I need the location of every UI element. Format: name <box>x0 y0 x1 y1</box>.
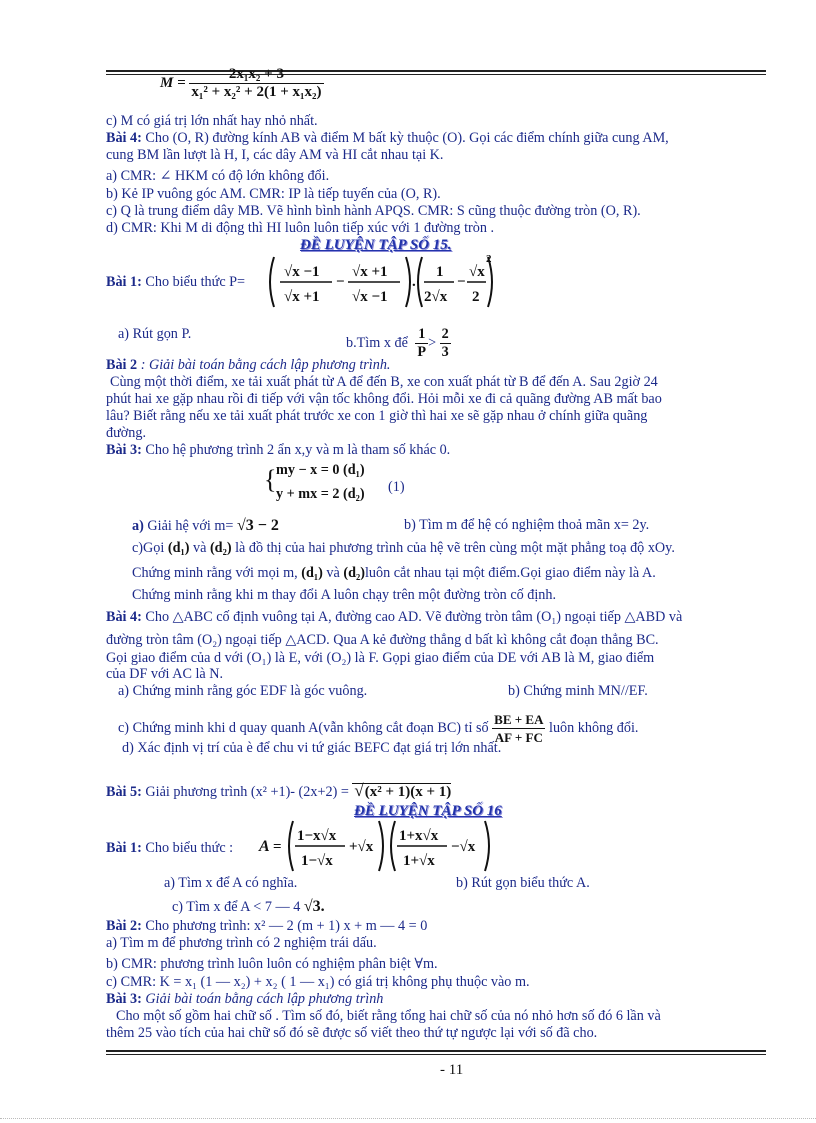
d15b3-a-text: Giải hệ với m= <box>147 518 234 534</box>
d15b4-b: b) Chứng minh MN//EF. <box>508 683 648 699</box>
system-eq1: my − x = 0 (d₁) <box>276 462 365 478</box>
page-bottom-border <box>0 1118 816 1119</box>
svg-text:1−x√x: 1−x√x <box>297 828 337 844</box>
svg-text:√x +1: √x +1 <box>352 264 388 280</box>
d16b2-b: b) CMR: phương trình luôn luôn có nghiệm phân biệt ∀m. <box>106 956 438 972</box>
d16b3-label: Bài 3: <box>106 991 142 1007</box>
d16b1-c <box>172 898 766 916</box>
d16b3-line2: thêm 25 vào tích của hai chữ số đó sẽ được số viết theo thứ tự ngược lại với số đã cho. <box>106 1025 598 1041</box>
d15b3-c-mid: và <box>193 540 207 556</box>
svg-text:+√x: +√x <box>349 839 374 855</box>
d15b3-c3: Chứng minh rằng khi m thay đổi A luôn chạy trên một đường tròn cố định. <box>132 587 557 603</box>
d15b3-c <box>132 540 766 557</box>
d16b1-c-text: c) Tìm x để A < 7 — 4 <box>172 899 301 915</box>
d16b1-label: Bài 1: <box>106 840 142 856</box>
d16b2-line <box>106 918 766 935</box>
svg-text:1+√x: 1+√x <box>403 853 435 869</box>
svg-text:−: − <box>457 274 466 290</box>
svg-text:√x −1: √x −1 <box>352 289 388 305</box>
b4a-text: Cho (O, R) đường kính AB và điểm M bất kỳ thuộc (O). Gọi các điểm chính giữa cung AM, <box>141 130 669 146</box>
svg-text:.: . <box>412 274 416 290</box>
d15b4-a: a) Chứng minh rằng góc EDF là góc vuông. <box>118 683 368 699</box>
b4a-item-b: b) Kẻ IP vuông góc AM. CMR: IP là tiếp tuyến của (O, R). <box>106 186 441 202</box>
ratio-num: BE + EA <box>494 712 544 727</box>
svg-text:=: = <box>273 839 282 855</box>
d15b3-c2-mid: và <box>326 565 340 581</box>
d15b1-text: Cho biểu thức P= <box>141 274 246 290</box>
d15b3-c-pre: c)Gọi <box>132 540 165 556</box>
d15b3-c2 <box>132 565 766 582</box>
footer-rule <box>106 1050 766 1052</box>
page-number: - 11 <box>440 1062 464 1078</box>
d15b2-line2: phút hai xe gặp nhau rồi đi tiếp với vận tốc không đổi. Hỏi mỗi xe đi cả quãng đường AB mất bao <box>106 391 662 407</box>
b4a-line2: cung BM lần lượt là H, I, các dây AM và HI cắt nhau tại K. <box>106 147 444 163</box>
formula-m-lhs: M = <box>160 74 186 91</box>
d15b2-line1: Cùng một thời điểm, xe tải xuất phát từ A để đến B, xe con xuất phát từ B để đến A. Sau 2giờ 24 <box>110 374 658 390</box>
footer-rule-thin <box>106 1054 766 1055</box>
d16b2-a: a) Tìm m để phương trình có 2 nghiệm trái dấu. <box>106 935 377 951</box>
d15b5-text: Giải phương trình (x² +1)- (2x+2) = <box>141 784 349 800</box>
d15b4-line2: đường tròn tâm (O₂) ngoại tiếp △ACD. Qua A kẻ đường thẳng d bất kì không cắt đoạn thẳng BC. <box>106 632 659 648</box>
svg-text:2√x: 2√x <box>424 289 448 305</box>
b4a-line1 <box>106 130 766 147</box>
d15b1-a: a) Rút gọn P. <box>118 326 192 342</box>
b4a-label: Bài 4: <box>106 130 142 146</box>
d15b4-line1-text: Cho △ABC cố định vuông tại A, đường cao AD. Vẽ đường tròn tâm (O₁) ngoại tiếp △ABD và <box>141 609 683 625</box>
d15b1-b: b.Tìm x để $\frac{1}{P}$ > $\frac{2}{3}$ <box>346 326 449 360</box>
svg-text:2: 2 <box>472 289 480 305</box>
d15b4-line4: của DF với AC là N. <box>106 666 224 682</box>
d15b2-line4: đường. <box>106 425 147 441</box>
svg-text:√x +1: √x +1 <box>284 289 320 305</box>
heading-16: ĐỀ LUYỆN TẬP SỐ 16 <box>354 803 502 819</box>
d16b3-line1: Cho một số gồm hai chữ số . Tìm số đó, biết rằng tổng hai chữ số của nó nhỏ hơn số đó 6 lần và <box>116 1008 661 1024</box>
d16b1-a: a) Tìm x để A có nghĩa. <box>164 875 298 891</box>
svg-text:−: − <box>336 274 345 290</box>
d15b3-c-post: là đồ thị của hai phương trình của hệ vẽ trên cùng một mặt phẳng toạ độ xOy. <box>235 540 675 556</box>
d16b1-b: b) Rút gọn biểu thức A. <box>456 875 590 891</box>
d15b1-b-text: b.Tìm x để <box>346 334 408 351</box>
svg-text:A: A <box>259 838 270 855</box>
d15b2-title-text: : Giải bài toán bằng cách lập phương trình. <box>137 357 391 373</box>
d16b2-text: Cho phương trình: x² — 2 (m + 1) x + m — 4 = 0 <box>141 918 428 934</box>
expression-a <box>257 818 497 874</box>
svg-text:1+x√x: 1+x√x <box>399 828 439 844</box>
svg-text:1: 1 <box>436 264 444 280</box>
d15b4-c-post: luôn không đổi. <box>549 719 639 736</box>
expression-p <box>264 254 496 310</box>
d15b5-label: Bài 5: <box>106 784 142 800</box>
d15b3-c-d2: (d₂) <box>209 540 232 556</box>
d15b3-text: Cho hệ phương trình 2 ẩn x,y và m là tham số khác 0. <box>141 442 451 458</box>
d15b4-c-text: c) Chứng minh khi d quay quanh A(vẫn không cắt đoạn BC) tỉ số <box>118 719 489 736</box>
system-tag: (1) <box>388 479 405 495</box>
formula-m-den: x₁² + x₂² + 2(1 + x₁x₂) <box>191 84 322 100</box>
d15b4-line1 <box>106 609 766 626</box>
d15b3-label: Bài 3: <box>106 442 142 458</box>
expression-p-power: 2 <box>486 253 492 265</box>
system-brace: { <box>264 465 277 494</box>
svg-text:−√x: −√x <box>451 839 476 855</box>
d15b3-b: b) Tìm m để hệ có nghiệm thoả mãn x= 2y. <box>404 517 650 533</box>
ratio-den: AF + FC <box>494 730 543 745</box>
d15b5-line <box>106 782 766 801</box>
b4a-item-a: a) CMR: ∠ HKM có độ lớn không đổi. <box>106 168 330 184</box>
b4a-item-d: d) CMR: Khi M di động thì HI luôn luôn tiếp xúc với 1 đường tròn . <box>106 220 495 236</box>
d16b1-c-value: √3. <box>303 898 325 915</box>
d15b5-root-text: (x² + 1)(x + 1) <box>364 784 452 800</box>
d15b3-c2-post: luôn cắt nhau tại một điểm.Gọi giao điểm này là A. <box>364 565 656 581</box>
svg-text:√x −1: √x −1 <box>284 264 320 280</box>
heading-15: ĐỀ LUYỆN TẬP SỐ 15. <box>300 237 452 253</box>
d16b2-c: c) CMR: K = x₁ (1 — x₂) + x₂ ( 1 — x₁) có giá trị không phụ thuộc vào m. <box>106 974 530 990</box>
svg-text:√x: √x <box>469 264 485 280</box>
d16b2-label: Bài 2: <box>106 918 142 934</box>
formula-m-num: 2x₁x₂ + 3 <box>189 66 323 84</box>
d15b3-line <box>106 442 766 459</box>
d16b1-text: Cho biểu thức : <box>141 840 234 856</box>
d15b4-d: d) Xác định vị trí của è để chu vi tứ giác BEFC đạt giá trị lớn nhất. <box>122 740 502 756</box>
d15b1-gt: > <box>428 334 437 351</box>
d15b3-a-prefix: a) <box>132 518 144 534</box>
d16b3-title-text: Giải bài toán bằng cách lập phương trình <box>141 991 384 1007</box>
b4a-item-c: c) Q là trung điểm dây MB. Vẽ hình bình hành APQS. CMR: S cũng thuộc đường tròn (O, R). <box>106 203 641 219</box>
formula-m <box>160 66 766 101</box>
d15b3-c2-d1: (d₁) <box>301 565 323 581</box>
d15b4-line3: Gọi giao điểm của d với (O₁) là E, với (O₂) là F. Gọpi giao điểm của DE với AB là M, giao điểm <box>106 650 655 666</box>
d15b5-root: √(x² + 1)(x + 1) <box>354 781 452 800</box>
d15b3-c-d1: (d₁) <box>167 540 190 556</box>
d15b4-label: Bài 4: <box>106 609 142 625</box>
top-c: c) M có giá trị lớn nhất hay nhỏ nhất. <box>106 113 318 129</box>
system-eq2: y + mx = 2 (d₂) <box>276 486 365 502</box>
d15b1-label: Bài 1: <box>106 274 142 290</box>
d15b3-c2-pre: Chứng minh rằng với mọi m, <box>132 565 298 581</box>
d15b2-label: Bài 2 <box>106 357 138 373</box>
svg-text:1−√x: 1−√x <box>301 853 333 869</box>
d15b2-line3: lâu? Biết rằng nếu xe tải xuất phát trước xe con 1 giờ thì hai xe sẽ gặp nhau ở chính giữa quãng <box>106 408 648 424</box>
d15b2-title <box>106 357 766 374</box>
d15b3-c2-d2: (d₂) <box>343 565 365 581</box>
d15b3-a-value: √3 − 2 <box>236 517 279 534</box>
d16b3-title <box>106 991 766 1008</box>
